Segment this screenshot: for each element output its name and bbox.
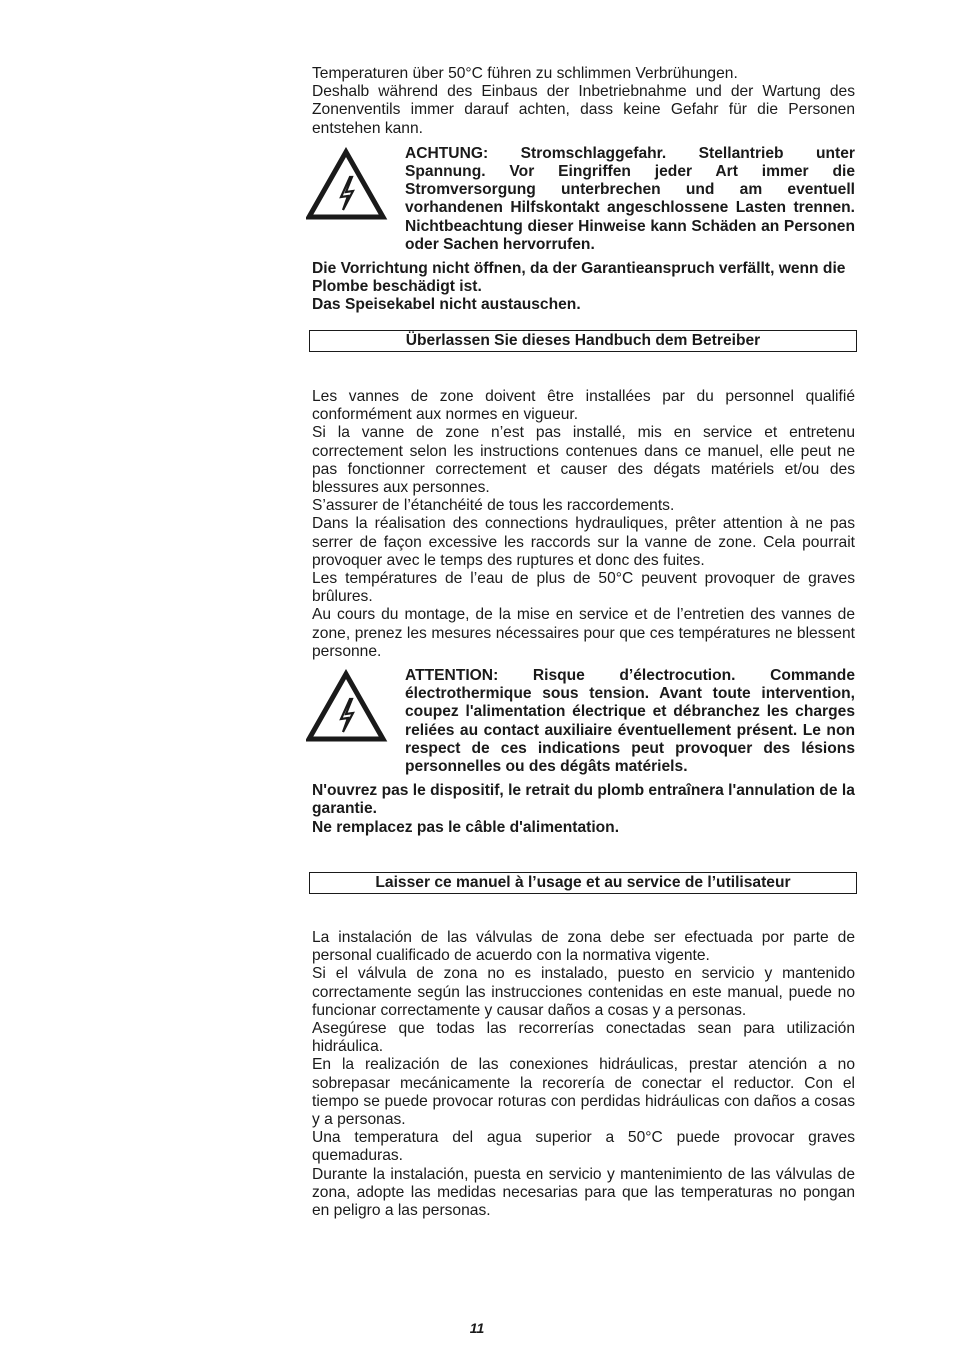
- paragraph: Au cours du montage, de la mise en service et de l’entretien des vannes de zone, prenez les mesures nécessaires pour que ces températures ne blessent personne.: [312, 606, 855, 660]
- page-number: 11: [469, 1320, 485, 1336]
- warning-block: [312, 145, 855, 254]
- section-french: [312, 388, 855, 837]
- section-german: [312, 65, 855, 315]
- paragraph: Les températures de l’eau de plus de 50°C peuvent provoquer de graves brûlures.: [312, 570, 855, 606]
- warning-text: ATTENTION: Risque d’électrocution. Commande électrothermique sous tension. Avant toute intervention, coupez l'alimentation électrique et débranchez les charges reliées au contact auxiliaire éventuellement présent. Le non respect de ces indications peut provoquer des lésions personnelles ou des dégâts matériels.: [405, 667, 855, 776]
- warning-text: ACHTUNG: Stromschlaggefahr. Stellantrieb unter Spannung. Vor Eingriffen jeder Art immer die Stromversorgung unterbrechen und am eventuell vorhandenen Hilfskontakt angeschlossene Lasten trennen. Nichtbeachtung dieser Hinweise kann Schäden an Personen oder Sachen hervorrufen.: [405, 144, 855, 253]
- notes: [312, 260, 855, 315]
- box-wrapper: [312, 872, 855, 894]
- paragraph: La instalación de las válvulas de zona debe ser efectuada por parte de personal cualificado de acuerdo con la normativa vigente.: [312, 929, 855, 965]
- paragraph: Temperaturen über 50°C führen zu schlimmen Verbrühungen.: [312, 65, 738, 82]
- paragraph: En la realización de las conexiones hidráulicas, prestar atención a no sobrepasar mecánicamente la recorería de conectar el reductor. Con el tiempo se puede provocar roturas con perdidas hidráulicas con daños a cosas y a personas.: [312, 1056, 855, 1129]
- note: N'ouvrez pas le dispositif, le retrait du plomb entraînera l'annulation de la garantie.: [312, 782, 855, 818]
- paragraph: Una temperatura del agua superior a 50°C puede provocar graves quemaduras.: [312, 1129, 855, 1165]
- boxed-notice: Laisser ce manuel à l’usage et au service de l’utilisateur: [309, 872, 857, 894]
- boxed-notice: Überlassen Sie dieses Handbuch dem Betreiber: [309, 330, 857, 352]
- electric-hazard-icon: [306, 667, 392, 743]
- section-spanish: [312, 929, 855, 1220]
- box-wrapper: [312, 330, 855, 352]
- paragraph: Asegúrese que todas las recorrerías conectadas sean para utilización hidráulica.: [312, 1020, 855, 1056]
- electric-hazard-icon: [306, 145, 392, 221]
- paragraph: Les vannes de zone doivent être installées par du personnel qualifié conformément aux normes en vigueur.: [312, 388, 855, 424]
- warning-block: [312, 667, 855, 776]
- paragraph: Durante la instalación, puesta en servicio y mantenimiento de las válvulas de zona, adopte las medidas necesarias para que las temperaturas no pongan en peligro a las personas.: [312, 1165, 855, 1220]
- note: Das Speisekabel nicht austauschen.: [312, 296, 581, 314]
- warning-label: ACHTUNG:: [405, 144, 489, 162]
- paragraph: Deshalb während des Einbaus der Inbetriebnahme und der Wartung des Zonenventils immer darauf achten, dass keine Gefahr für die Personen entstehen kann.: [312, 83, 855, 137]
- paragraph: Si el válvula de zona no es instalado, puesto en servicio y mantenido correctamente según las instrucciones contenidas en este manual, puede no funcionar correctamente y causar daños a cosas y a personas.: [312, 965, 855, 1019]
- warning-label: ATTENTION:: [405, 667, 499, 685]
- paragraph: Si la vanne de zone n’est pas installé, mis en service et entretenu correctement selon les instructions contenues dans ce manuel, elle peut ne pas fonctionner correctement et causer des dégats matériels et/ou des blessures aux personnes.: [312, 424, 855, 497]
- paragraph: Dans la réalisation des connections hydrauliques, prêter attention à ne pas serrer de façon excessive les raccords sur la vanne de zone. Cela pourrait provoquer avec le temps des ruptures et donc des fuites.: [312, 515, 855, 569]
- note: Die Vorrichtung nicht öffnen, da der Garantieanspruch verfällt, wenn die Plombe beschädigt ist.: [312, 260, 846, 296]
- paragraph: S’assurer de l’étanchéité de tous les raccordements.: [312, 497, 675, 515]
- notes: [312, 782, 855, 837]
- note: Ne remplacez pas le câble d'alimentation.: [312, 818, 620, 836]
